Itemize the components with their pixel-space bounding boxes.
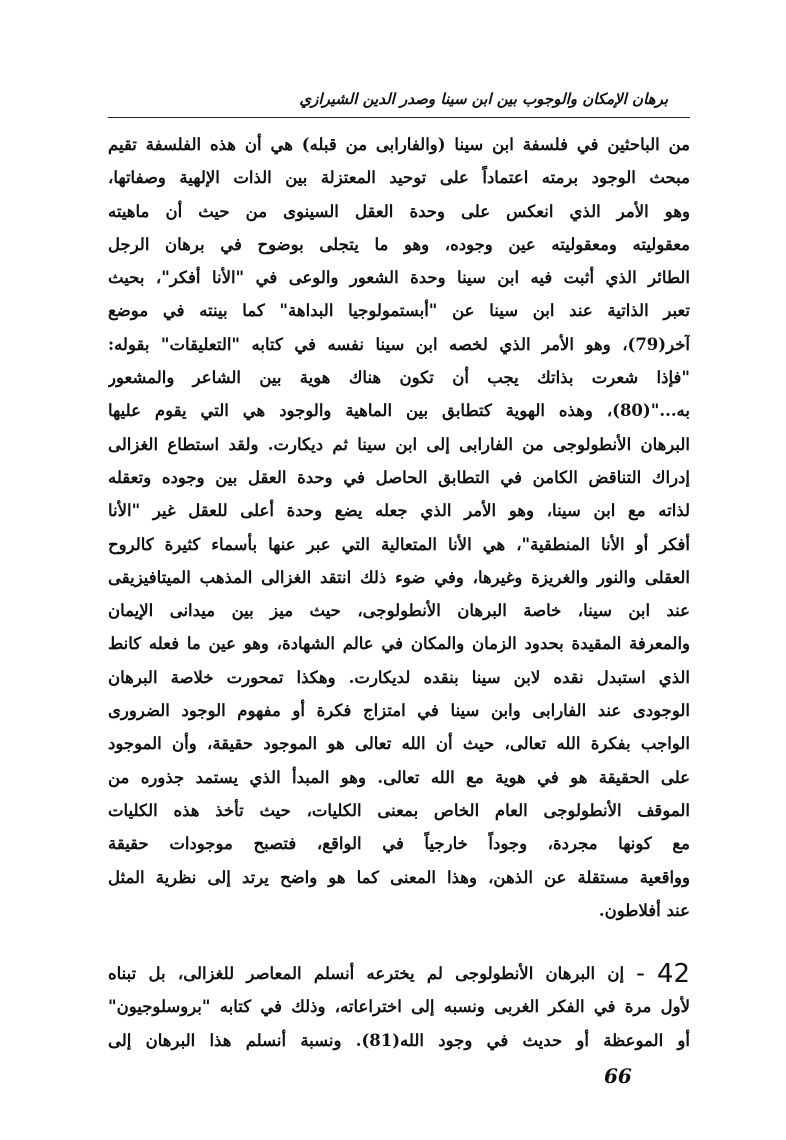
paragraph-line: عند ابن سينا، خاصة البرهان الأنطولوجى، حيث ميز بين ميدانى الإيمان bbox=[108, 601, 690, 621]
paragraph-line: على الحقيقة هو في هوية مع الله تعالى. وهو المبدأ الذي يستمد جذوره من bbox=[108, 767, 690, 787]
paragraph-line: إدراك التناقض الكامن في التطابق الحاصل في وحدة العقل بين وجوده وتعقله bbox=[108, 467, 690, 487]
paragraph-line: وهو الأمر الذي انعكس على وحدة العقل السينوى من حيث أن ماهيته bbox=[108, 201, 690, 221]
paragraph-line: أو الموعظة أو حديث في وجود الله(81). ونسبة أنسلم هذا البرهان إلى bbox=[108, 1030, 690, 1050]
paragraph-1 bbox=[108, 128, 690, 927]
section-first-line-text: – إن البرهان الأنطولوجى لم يخترعه أنسلم المعاصر للغزالى، بل تبناه bbox=[108, 964, 657, 984]
paragraph-line bbox=[108, 957, 690, 990]
paragraph-line: أفكر أو الأنا المنطقية"، هي الأنا المتعالية التي عبر عنها بأسماء كثيرة كالروح bbox=[108, 534, 690, 554]
section-number: 42 bbox=[656, 959, 690, 990]
paragraph-line: من الباحثين في فلسفة ابن سينا (والفارابى من قبله) هي أن هذه الفلسفة تقيم bbox=[108, 135, 690, 154]
paragraph-line: مع كونها مجردة، وجوداً خارجياً في الواقع، فتصبح موجودات حقيقة bbox=[108, 834, 690, 854]
running-header: برهان الإمكان والوجوب بين ابن سينا وصدر الدين الشيرازي bbox=[299, 90, 668, 108]
paragraph-line: آخر(79)، وهو الأمر الذي لخصه ابن سينا نفسه في كتابه "التعليقات" بقوله: bbox=[108, 334, 690, 354]
paragraph-line: "فإذا شعرت بذاتك يجب أن تكون هناك هوية بين الشاعر والمشعور bbox=[108, 368, 690, 388]
paragraph-line: والمعرفة المقيدة بحدود الزمان والمكان في عالم الشهادة، وهو عين ما فعله كانط bbox=[108, 634, 690, 654]
header-rule bbox=[108, 117, 690, 118]
paragraph-gap bbox=[108, 927, 690, 957]
paragraph-line: وواقعية مستقلة عن الذهن، وهذا المعنى كما هو واضح يرتد إلى نظرية المثل bbox=[108, 867, 690, 887]
paragraph-line: الطائر الذي أثبت فيه ابن سينا وحدة الشعور والوعى في "الأنا أفكر"، بحيث bbox=[108, 268, 690, 288]
page-number: 66 bbox=[604, 1064, 632, 1088]
paragraph-line: الواجب بفكرة الله تعالى، حيث أن الله تعالى هو الموجود حقيقة، وأن الموجود bbox=[108, 734, 690, 754]
body-text bbox=[108, 128, 690, 1057]
paragraph-line: الموقف الأنطولوجى العام الخاص بمعنى الكليات، حيث تأخذ هذه الكليات bbox=[108, 800, 690, 820]
paragraph-line: الوجودى عند الفارابى وابن سينا في امتزاج فكرة أو مفهوم الوجود الضرورى bbox=[108, 701, 690, 721]
paragraph-line: البرهان الأنطولوجى من الفارابى إلى ابن سينا ثم ديكارت. ولقد استطاع الغزالى bbox=[108, 434, 690, 454]
paragraph-2 bbox=[108, 957, 690, 1057]
paragraph-line: مبحث الوجود برمته اعتماداً على توحيد المعتزلة بين الذات الإلهية وصفاتها، bbox=[108, 168, 690, 188]
paragraph-line: تعبر الذاتية عند ابن سينا عن "أبستمولوجيا البداهة" كما بينته في موضع bbox=[108, 301, 690, 321]
paragraph-line: الذي استبدل نقده لابن سينا بنقده لديكارت. وهكذا تمحورت خلاصة البرهان bbox=[108, 667, 690, 687]
paragraph-line: به..."(80)، وهذه الهوية كتطابق بين الماهية والوجود هي التي يقوم عليها bbox=[108, 401, 690, 421]
paragraph-line: لذاته مع ابن سينا، وهو الأمر الذي جعله يضع وحدة أعلى للعقل غير "الأنا bbox=[108, 501, 690, 521]
paragraph-line: عند أفلاطون. bbox=[598, 900, 690, 920]
paragraph-line: لأول مرة في الفكر الغربى ونسبه إلى اختراعاته، وذلك في كتابه "بروسلوجيون" bbox=[108, 997, 690, 1017]
paragraph-line: العقلى والنور والغريزة وغيرها، وفي ضوء ذلك انتقد الغزالى المذهب الميتافيزيقى bbox=[108, 567, 690, 587]
paragraph-line: معقوليته ومعقوليته عين وجوده، وهو ما يتجلى بوضوح في برهان الرجل bbox=[108, 234, 690, 254]
